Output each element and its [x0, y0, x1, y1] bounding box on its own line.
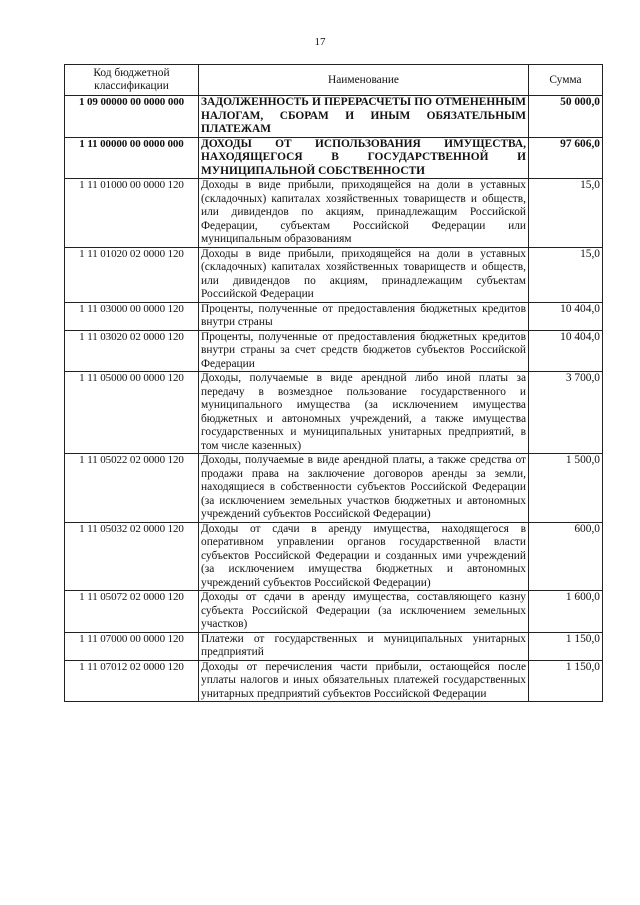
row-name: Проценты, полученные от предоставления бюджетных кредитов внутри страны за счет средств бюджетов субъектов Российской Федерации	[199, 330, 529, 372]
row-code: 1 09 00000 00 0000 000	[65, 96, 199, 138]
budget-revenue-table	[64, 64, 603, 702]
row-name: ДОХОДЫ ОТ ИСПОЛЬЗОВАНИЯ ИМУЩЕСТВА, НАХОДЯЩЕГОСЯ В ГОСУДАРСТВЕННОЙ И МУНИЦИПАЛЬНОЙ СОБСТВЕННОСТИ	[199, 137, 529, 179]
row-name: Доходы, получаемые в виде арендной либо иной платы за передачу в возмездное пользование государственного и муниципального имущества (за исключением имущества бюджетных и автономных учреждений, а также имущества государственных и муниципальных унитарных предприятий, в том числе казенных)	[199, 372, 529, 454]
row-code: 1 11 05022 02 0000 120	[65, 454, 199, 523]
row-code: 1 11 01000 00 0000 120	[65, 179, 199, 248]
header-code: Код бюджетной классификации	[65, 65, 199, 96]
table-row	[65, 179, 603, 248]
row-sum: 1 500,0	[529, 454, 603, 523]
row-name: Доходы в виде прибыли, приходящейся на доли в уставных (складочных) капиталах хозяйственных товариществ и обществ, или дивидендов по акциям, принадлежащим субъектам Российской Федерации	[199, 247, 529, 302]
row-sum: 3 700,0	[529, 372, 603, 454]
header-name: Наименование	[199, 65, 529, 96]
table-row	[65, 247, 603, 302]
row-name: Проценты, полученные от предоставления бюджетных кредитов внутри страны	[199, 302, 529, 330]
row-code: 1 11 05000 00 0000 120	[65, 372, 199, 454]
table-row	[65, 302, 603, 330]
row-code: 1 11 03020 02 0000 120	[65, 330, 199, 372]
row-code: 1 11 05072 02 0000 120	[65, 591, 199, 633]
table-row	[65, 96, 603, 138]
table-row	[65, 660, 603, 702]
page-number: 17	[314, 36, 326, 48]
row-sum: 1 600,0	[529, 591, 603, 633]
row-code: 1 11 01020 02 0000 120	[65, 247, 199, 302]
row-name: Доходы от сдачи в аренду имущества, составляющего казну субъекта Российской Федерации (за исключением земельных участков)	[199, 591, 529, 633]
table-row	[65, 632, 603, 660]
row-sum: 1 150,0	[529, 660, 603, 702]
row-sum: 97 606,0	[529, 137, 603, 179]
row-code: 1 11 05032 02 0000 120	[65, 522, 199, 591]
row-code: 1 11 07012 02 0000 120	[65, 660, 199, 702]
row-name: Платежи от государственных и муниципальных унитарных предприятий	[199, 632, 529, 660]
table-row	[65, 137, 603, 179]
row-sum: 15,0	[529, 179, 603, 248]
row-sum: 50 000,0	[529, 96, 603, 138]
table-header-row	[65, 65, 603, 96]
table-row	[65, 591, 603, 633]
row-code: 1 11 07000 00 0000 120	[65, 632, 199, 660]
row-name: ЗАДОЛЖЕННОСТЬ И ПЕРЕРАСЧЕТЫ ПО ОТМЕНЕННЫМ НАЛОГАМ, СБОРАМ И ИНЫМ ОБЯЗАТЕЛЬНЫМ ПЛАТЕЖАМ	[199, 96, 529, 138]
row-name: Доходы, получаемые в виде арендной платы, а также средства от продажи права на заключение договоров аренды за земли, находящиеся в собственности субъектов Российской Федерации (за исключением земельных участков бюджетных и автономных учреждений субъектов Российской Федерации)	[199, 454, 529, 523]
row-code: 1 11 03000 00 0000 120	[65, 302, 199, 330]
row-sum: 1 150,0	[529, 632, 603, 660]
row-sum: 10 404,0	[529, 302, 603, 330]
row-name: Доходы от перечисления части прибыли, остающейся после уплаты налогов и иных обязательных платежей государственных унитарных предприятий субъектов Российской Федерации	[199, 660, 529, 702]
row-name: Доходы от сдачи в аренду имущества, находящегося в оперативном управлении органов государственной власти субъектов Российской Федерации и созданных ими учреждений (за исключением имущества бюджетных и автономных учреждений субъектов Российской Федерации)	[199, 522, 529, 591]
table-row	[65, 454, 603, 523]
table-row	[65, 372, 603, 454]
row-name: Доходы в виде прибыли, приходящейся на доли в уставных (складочных) капиталах хозяйственных товариществ и обществ, или дивидендов по акциям, принадлежащим Российской Федерации, субъектам Российской Федерации или муниципальным образованиям	[199, 179, 529, 248]
row-code: 1 11 00000 00 0000 000	[65, 137, 199, 179]
table-row	[65, 330, 603, 372]
row-sum: 600,0	[529, 522, 603, 591]
header-sum: Сумма	[529, 65, 603, 96]
row-sum: 15,0	[529, 247, 603, 302]
row-sum: 10 404,0	[529, 330, 603, 372]
table-row	[65, 522, 603, 591]
